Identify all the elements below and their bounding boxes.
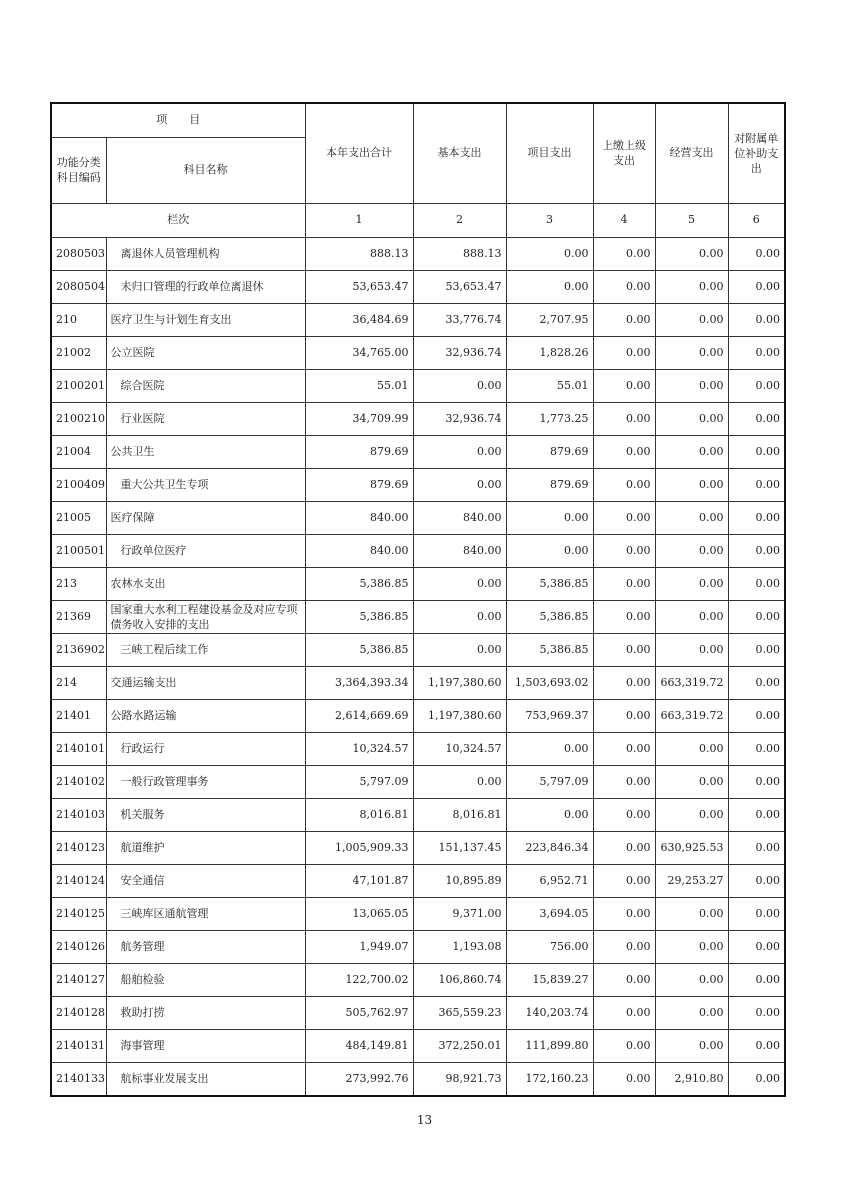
row-value: 0.00	[655, 501, 728, 534]
row-value: 10,895.89	[413, 864, 506, 897]
row-value: 0.00	[728, 732, 785, 765]
row-value: 0.00	[413, 567, 506, 600]
row-value: 0.00	[593, 501, 655, 534]
row-value: 0.00	[655, 303, 728, 336]
table-row	[51, 435, 785, 468]
row-value: 372,250.01	[413, 1029, 506, 1062]
row-name: 机关服务	[106, 798, 305, 831]
row-value: 53,653.47	[413, 270, 506, 303]
row-name: 一般行政管理事务	[106, 765, 305, 798]
row-code: 21005	[51, 501, 106, 534]
row-name: 综合医院	[106, 369, 305, 402]
table-row	[51, 369, 785, 402]
row-value: 0.00	[655, 765, 728, 798]
row-name: 行业医院	[106, 402, 305, 435]
row-value: 0.00	[728, 633, 785, 666]
table-row	[51, 534, 785, 567]
row-value: 0.00	[413, 600, 506, 633]
row-value: 0.00	[593, 567, 655, 600]
row-name: 公路水路运输	[106, 699, 305, 732]
row-code: 2136902	[51, 633, 106, 666]
table-row	[51, 1062, 785, 1096]
row-code: 2140103	[51, 798, 106, 831]
row-value: 3,364,393.34	[305, 666, 413, 699]
row-value: 13,065.05	[305, 897, 413, 930]
row-value: 0.00	[593, 765, 655, 798]
table-row	[51, 765, 785, 798]
row-value: 753,969.37	[506, 699, 593, 732]
row-value: 10,324.57	[305, 732, 413, 765]
row-name: 公立医院	[106, 336, 305, 369]
row-value: 0.00	[593, 732, 655, 765]
table-row	[51, 897, 785, 930]
header-basic: 基本支出	[413, 103, 506, 203]
row-name: 医疗保障	[106, 501, 305, 534]
row-value: 0.00	[728, 336, 785, 369]
row-value: 0.00	[593, 237, 655, 270]
header-name-col: 科目名称	[106, 137, 305, 203]
row-value: 0.00	[655, 633, 728, 666]
row-value: 840.00	[413, 534, 506, 567]
table-row	[51, 501, 785, 534]
row-value: 0.00	[655, 534, 728, 567]
row-value: 0.00	[506, 732, 593, 765]
row-value: 47,101.87	[305, 864, 413, 897]
row-value: 0.00	[593, 831, 655, 864]
row-value: 0.00	[506, 798, 593, 831]
row-name: 航道维护	[106, 831, 305, 864]
row-value: 5,386.85	[506, 600, 593, 633]
header-business: 经营支出	[655, 103, 728, 203]
row-value: 0.00	[655, 930, 728, 963]
row-value: 5,386.85	[506, 633, 593, 666]
row-value: 55.01	[506, 369, 593, 402]
row-value: 6,952.71	[506, 864, 593, 897]
row-value: 0.00	[655, 798, 728, 831]
row-value: 0.00	[593, 303, 655, 336]
row-name: 海事管理	[106, 1029, 305, 1062]
row-value: 0.00	[728, 864, 785, 897]
row-code: 21002	[51, 336, 106, 369]
row-value: 0.00	[593, 699, 655, 732]
row-value: 0.00	[728, 1029, 785, 1062]
row-value: 273,992.76	[305, 1062, 413, 1096]
row-value: 840.00	[413, 501, 506, 534]
lanci-label: 栏次	[51, 203, 305, 237]
row-value: 0.00	[728, 468, 785, 501]
row-name: 安全通信	[106, 864, 305, 897]
row-value: 32,936.74	[413, 336, 506, 369]
row-value: 0.00	[593, 963, 655, 996]
row-value: 0.00	[728, 798, 785, 831]
row-value: 0.00	[413, 435, 506, 468]
lanci-num: 4	[593, 203, 655, 237]
row-value: 223,846.34	[506, 831, 593, 864]
row-name: 行政运行	[106, 732, 305, 765]
row-value: 1,828.26	[506, 336, 593, 369]
row-value: 0.00	[506, 237, 593, 270]
row-value: 0.00	[655, 237, 728, 270]
row-name: 行政单位医疗	[106, 534, 305, 567]
row-code: 2140131	[51, 1029, 106, 1062]
header-total: 本年支出合计	[305, 103, 413, 203]
row-value: 484,149.81	[305, 1029, 413, 1062]
row-value: 53,653.47	[305, 270, 413, 303]
row-value: 0.00	[655, 1029, 728, 1062]
row-name: 农林水支出	[106, 567, 305, 600]
table-row	[51, 864, 785, 897]
row-value: 0.00	[593, 897, 655, 930]
row-value: 888.13	[413, 237, 506, 270]
row-value: 879.69	[506, 468, 593, 501]
header-code-col: 功能分类科目编码	[51, 137, 106, 203]
row-value: 0.00	[728, 666, 785, 699]
row-code: 2140124	[51, 864, 106, 897]
row-value: 0.00	[506, 501, 593, 534]
row-value: 0.00	[593, 633, 655, 666]
row-value: 0.00	[655, 369, 728, 402]
row-value: 0.00	[655, 600, 728, 633]
table-row	[51, 1029, 785, 1062]
row-value: 98,921.73	[413, 1062, 506, 1096]
row-value: 29,253.27	[655, 864, 728, 897]
row-value: 0.00	[728, 237, 785, 270]
row-value: 106,860.74	[413, 963, 506, 996]
lanci-num: 1	[305, 203, 413, 237]
row-name: 公共卫生	[106, 435, 305, 468]
row-name: 未归口管理的行政单位离退休	[106, 270, 305, 303]
row-value: 0.00	[655, 732, 728, 765]
row-value: 0.00	[593, 996, 655, 1029]
row-value: 122,700.02	[305, 963, 413, 996]
row-value: 0.00	[593, 666, 655, 699]
row-value: 0.00	[728, 1062, 785, 1096]
row-code: 2140102	[51, 765, 106, 798]
row-code: 2140126	[51, 930, 106, 963]
row-code: 2140133	[51, 1062, 106, 1096]
row-value: 0.00	[506, 270, 593, 303]
expenditure-table	[50, 102, 786, 1097]
row-value: 0.00	[655, 996, 728, 1029]
row-value: 8,016.81	[305, 798, 413, 831]
row-name: 离退休人员管理机构	[106, 237, 305, 270]
row-value: 630,925.53	[655, 831, 728, 864]
row-value: 0.00	[593, 369, 655, 402]
row-value: 0.00	[728, 963, 785, 996]
table-row	[51, 732, 785, 765]
table-row	[51, 831, 785, 864]
row-value: 1,197,380.60	[413, 666, 506, 699]
table-row	[51, 336, 785, 369]
row-value: 172,160.23	[506, 1062, 593, 1096]
row-value: 2,614,669.69	[305, 699, 413, 732]
row-value: 505,762.97	[305, 996, 413, 1029]
table-row	[51, 963, 785, 996]
lanci-num: 3	[506, 203, 593, 237]
lanci-num: 5	[655, 203, 728, 237]
row-code: 21369	[51, 600, 106, 633]
table-row	[51, 468, 785, 501]
row-code: 2100210	[51, 402, 106, 435]
row-value: 34,709.99	[305, 402, 413, 435]
row-value: 0.00	[728, 831, 785, 864]
row-value: 5,797.09	[506, 765, 593, 798]
lanci-num: 2	[413, 203, 506, 237]
row-value: 1,773.25	[506, 402, 593, 435]
row-value: 0.00	[413, 765, 506, 798]
row-code: 2100501	[51, 534, 106, 567]
row-value: 0.00	[728, 303, 785, 336]
row-value: 0.00	[728, 369, 785, 402]
row-value: 2,910.80	[655, 1062, 728, 1096]
row-value: 0.00	[728, 534, 785, 567]
table-row	[51, 600, 785, 633]
row-value: 0.00	[728, 435, 785, 468]
row-name: 重大公共卫生专项	[106, 468, 305, 501]
row-code: 2140101	[51, 732, 106, 765]
row-value: 0.00	[593, 534, 655, 567]
row-value: 34,765.00	[305, 336, 413, 369]
row-value: 0.00	[655, 468, 728, 501]
row-value: 0.00	[728, 600, 785, 633]
row-code: 213	[51, 567, 106, 600]
header-subsidy: 对附属单位补助支出	[728, 103, 785, 203]
header-project: 项目支出	[506, 103, 593, 203]
row-code: 2140125	[51, 897, 106, 930]
row-name: 船舶检验	[106, 963, 305, 996]
row-code: 21401	[51, 699, 106, 732]
row-value: 0.00	[593, 1029, 655, 1062]
row-value: 2,707.95	[506, 303, 593, 336]
row-value: 0.00	[728, 402, 785, 435]
table-row	[51, 237, 785, 270]
row-code: 2080503	[51, 237, 106, 270]
table-row	[51, 996, 785, 1029]
row-code: 2100409	[51, 468, 106, 501]
row-value: 32,936.74	[413, 402, 506, 435]
row-value: 663,319.72	[655, 699, 728, 732]
row-value: 1,949.07	[305, 930, 413, 963]
row-value: 8,016.81	[413, 798, 506, 831]
row-value: 663,319.72	[655, 666, 728, 699]
row-value: 0.00	[593, 435, 655, 468]
header-upper: 上缴上级支出	[593, 103, 655, 203]
row-value: 0.00	[593, 864, 655, 897]
row-value: 0.00	[593, 270, 655, 303]
row-value: 5,386.85	[305, 567, 413, 600]
row-value: 5,386.85	[305, 600, 413, 633]
table-row	[51, 270, 785, 303]
table-row	[51, 666, 785, 699]
table-row	[51, 402, 785, 435]
header-xiangmu: 项 目	[51, 103, 305, 137]
row-code: 2100201	[51, 369, 106, 402]
row-value: 840.00	[305, 534, 413, 567]
row-value: 5,386.85	[506, 567, 593, 600]
row-value: 9,371.00	[413, 897, 506, 930]
row-value: 879.69	[506, 435, 593, 468]
row-value: 879.69	[305, 468, 413, 501]
row-code: 2140128	[51, 996, 106, 1029]
table-row	[51, 567, 785, 600]
row-value: 15,839.27	[506, 963, 593, 996]
row-value: 5,386.85	[305, 633, 413, 666]
row-name: 救助打捞	[106, 996, 305, 1029]
row-value: 10,324.57	[413, 732, 506, 765]
row-value: 0.00	[655, 567, 728, 600]
row-code: 2080504	[51, 270, 106, 303]
row-value: 111,899.80	[506, 1029, 593, 1062]
row-value: 0.00	[593, 600, 655, 633]
row-value: 0.00	[728, 699, 785, 732]
row-value: 0.00	[593, 402, 655, 435]
row-value: 879.69	[305, 435, 413, 468]
row-value: 1,197,380.60	[413, 699, 506, 732]
row-value: 3,694.05	[506, 897, 593, 930]
row-code: 214	[51, 666, 106, 699]
row-name: 航标事业发展支出	[106, 1062, 305, 1096]
row-value: 0.00	[728, 501, 785, 534]
row-value: 151,137.45	[413, 831, 506, 864]
row-name: 三峡工程后续工作	[106, 633, 305, 666]
row-value: 0.00	[728, 897, 785, 930]
page-number: 13	[416, 1113, 433, 1127]
table-row	[51, 699, 785, 732]
row-value: 0.00	[728, 996, 785, 1029]
row-value: 0.00	[413, 369, 506, 402]
row-value: 0.00	[655, 897, 728, 930]
row-value: 0.00	[593, 798, 655, 831]
table-body	[51, 237, 785, 1096]
row-code: 2140127	[51, 963, 106, 996]
row-value: 888.13	[305, 237, 413, 270]
table-row	[51, 798, 785, 831]
row-value: 756.00	[506, 930, 593, 963]
row-value: 0.00	[593, 468, 655, 501]
row-code: 21004	[51, 435, 106, 468]
row-code: 2140123	[51, 831, 106, 864]
row-value: 0.00	[728, 270, 785, 303]
row-value: 1,193.08	[413, 930, 506, 963]
row-name: 航务管理	[106, 930, 305, 963]
row-value: 55.01	[305, 369, 413, 402]
row-value: 140,203.74	[506, 996, 593, 1029]
row-value: 0.00	[413, 633, 506, 666]
row-value: 1,503,693.02	[506, 666, 593, 699]
lanci-num: 6	[728, 203, 785, 237]
row-value: 0.00	[655, 963, 728, 996]
row-value: 0.00	[413, 468, 506, 501]
row-value: 840.00	[305, 501, 413, 534]
row-value: 36,484.69	[305, 303, 413, 336]
table-row	[51, 633, 785, 666]
row-name: 医疗卫生与计划生育支出	[106, 303, 305, 336]
row-value: 0.00	[728, 930, 785, 963]
row-name: 交通运输支出	[106, 666, 305, 699]
row-value: 0.00	[593, 1062, 655, 1096]
table-row	[51, 930, 785, 963]
row-value: 0.00	[655, 435, 728, 468]
row-value: 33,776.74	[413, 303, 506, 336]
row-value: 0.00	[506, 534, 593, 567]
row-name: 国家重大水利工程建设基金及对应专项债务收入安排的支出	[106, 600, 305, 633]
row-value: 0.00	[728, 567, 785, 600]
row-code: 210	[51, 303, 106, 336]
row-value: 0.00	[655, 336, 728, 369]
row-value: 1,005,909.33	[305, 831, 413, 864]
row-value: 0.00	[593, 336, 655, 369]
row-value: 0.00	[655, 402, 728, 435]
row-value: 0.00	[655, 270, 728, 303]
row-value: 5,797.09	[305, 765, 413, 798]
row-value: 0.00	[593, 930, 655, 963]
row-value: 0.00	[728, 765, 785, 798]
row-name: 三峡库区通航管理	[106, 897, 305, 930]
table-row	[51, 303, 785, 336]
row-value: 365,559.23	[413, 996, 506, 1029]
